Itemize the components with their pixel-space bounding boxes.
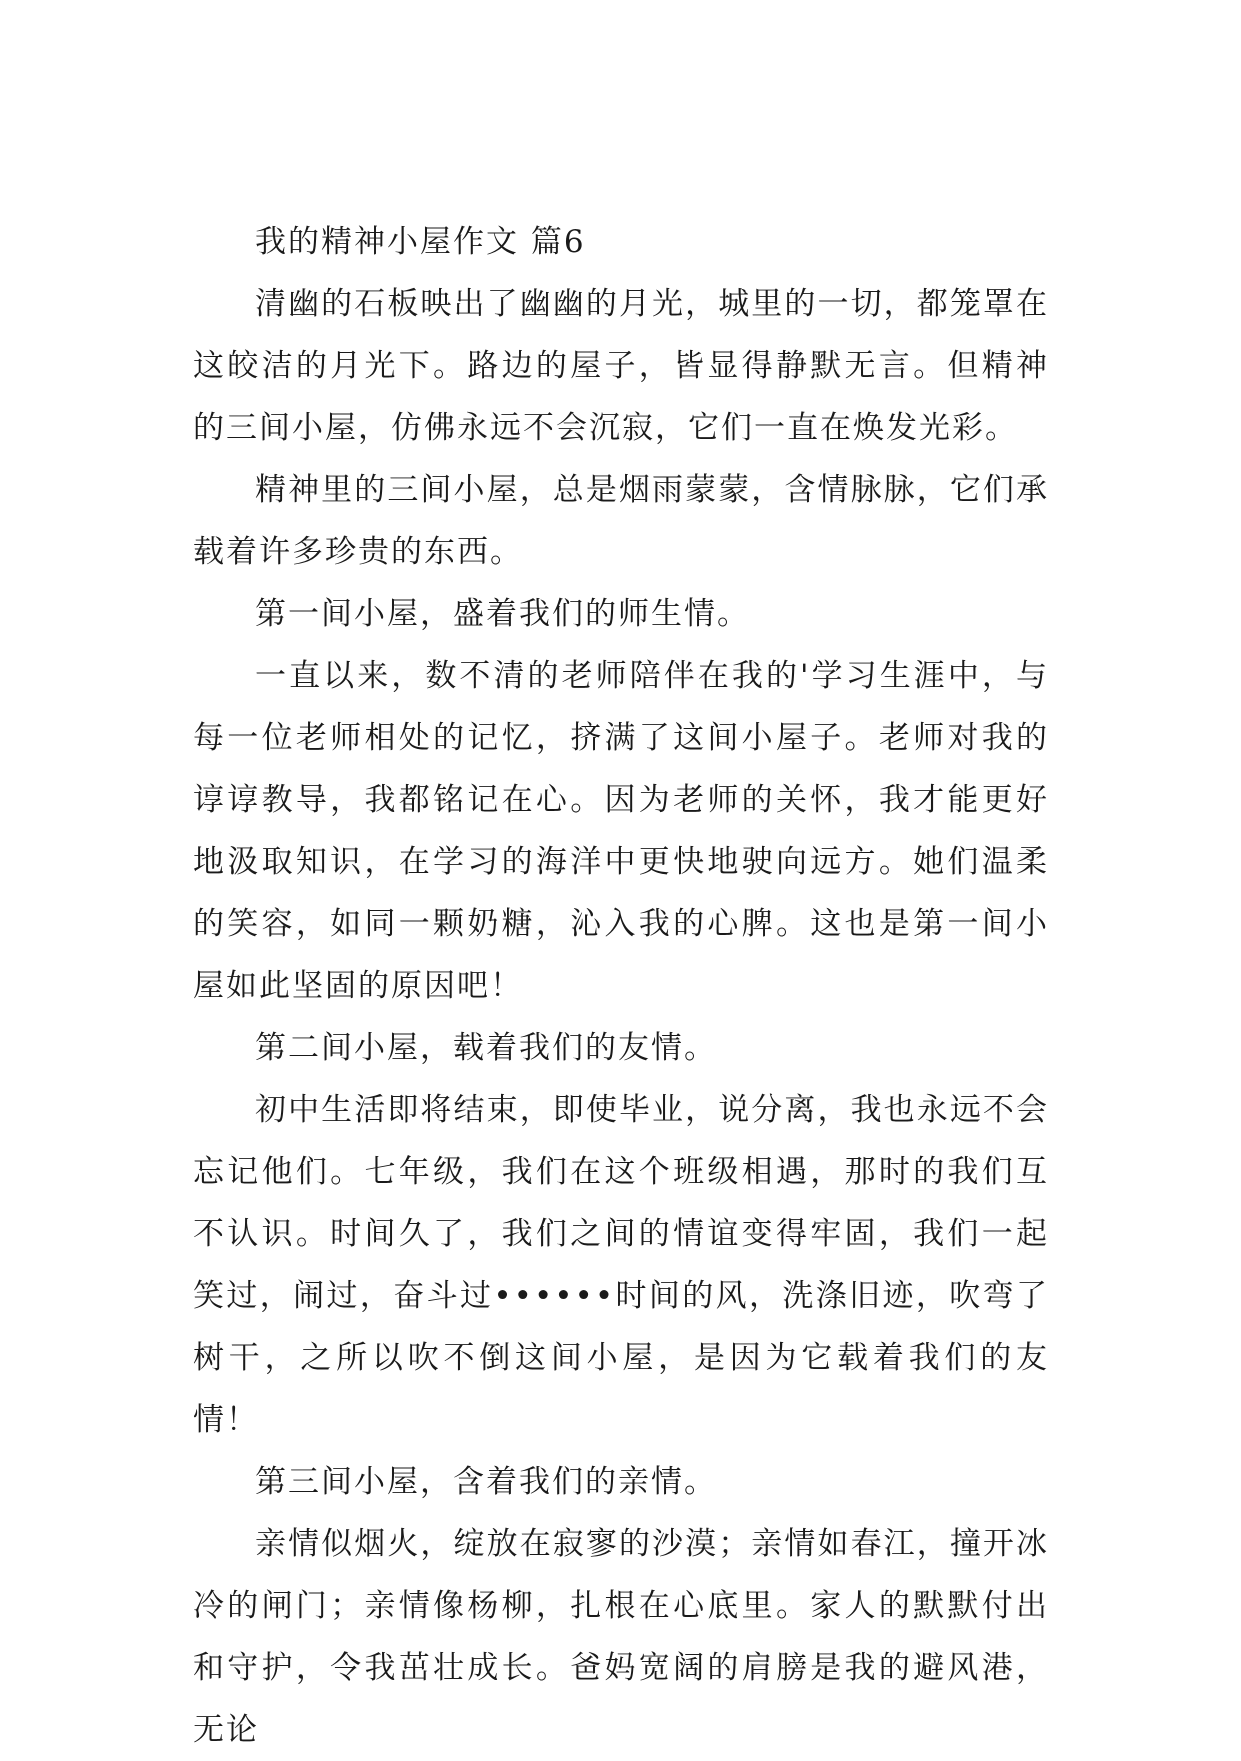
paragraph-2: 精神里的三间小屋，总是烟雨蒙蒙，含情脉脉，它们承载着许多珍贵的东西。 <box>193 472 1049 570</box>
paragraph-8: 亲情似烟火，绽放在寂寥的沙漠；亲情如春江，撞开冰冷的闸门；亲情像杨柳，扎根在心底里。家人的默默付出和守护，令我茁壮成长。爸妈宽阔的肩膀是我的避风港，无论 <box>193 1526 1049 1748</box>
paragraph-3: 第一间小屋，盛着我们的师生情。 <box>255 596 750 632</box>
document-body <box>193 211 1049 1761</box>
paragraph-5: 第二间小屋，载着我们的友情。 <box>255 1030 717 1066</box>
document-title: 我的精神小屋作文 篇6 <box>255 224 586 260</box>
paragraph-4: 一直以来，数不清的老师陪伴在我的'学习生涯中，与每一位老师相处的记忆，挤满了这间小屋子。老师对我的谆谆教导，我都铭记在心。因为老师的关怀，我才能更好地汲取知识，在学习的海洋中更快地驶向远方。她们温柔的笑容，如同一颗奶糖，沁入我的心脾。这也是第一间小屋如此坚固的原因吧！ <box>193 658 1049 1004</box>
paragraph-6: 初中生活即将结束，即使毕业，说分离，我也永远不会忘记他们。七年级，我们在这个班级相遇，那时的我们互不认识。时间久了，我们之间的情谊变得牢固，我们一起笑过，闹过，奋斗过••••••时间的风，洗涤旧迹，吹弯了树干，之所以吹不倒这间小屋，是因为它载着我们的友情！ <box>193 1092 1049 1438</box>
paragraph-7: 第三间小屋，含着我们的亲情。 <box>255 1464 717 1500</box>
paragraph-1: 清幽的石板映出了幽幽的月光，城里的一切，都笼罩在这皎洁的月光下。路边的屋子，皆显得静默无言。但精神的三间小屋，仿佛永远不会沉寂，它们一直在焕发光彩。 <box>193 286 1049 446</box>
